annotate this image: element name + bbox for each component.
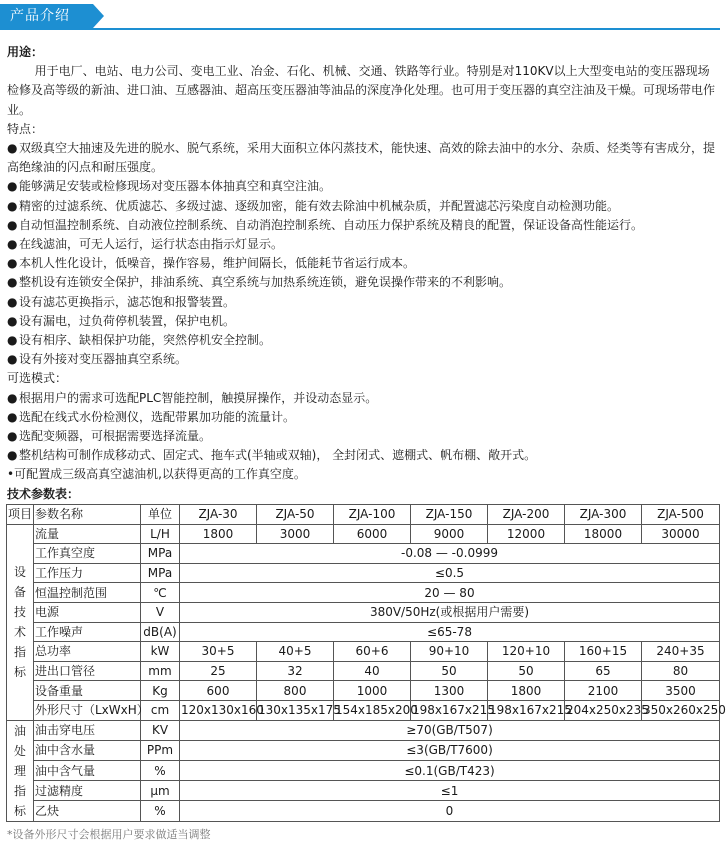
param-value: 3000 <box>257 524 334 544</box>
bullet-icon: ● <box>7 429 18 444</box>
table-row <box>7 801 720 821</box>
param-name: 油中含水量 <box>34 740 141 760</box>
table-row <box>7 524 720 544</box>
header-underline <box>0 28 720 30</box>
header-model: ZJA-500 <box>642 505 720 525</box>
param-name: 油中含气量 <box>34 760 141 780</box>
option-text: 选配变频器，可根据需要选择流量。 <box>19 429 212 444</box>
param-value: 600 <box>180 681 257 701</box>
param-unit: KV <box>141 720 180 740</box>
option-item <box>7 446 719 465</box>
bullet-icon: ● <box>7 217 18 232</box>
bullet-icon: ● <box>7 256 18 271</box>
option-item <box>7 427 719 446</box>
feature-text: 整机设有连锁安全保护，排油系统、真空系统与加热系统连锁，避免误操作带来的不利影响。 <box>19 275 512 290</box>
param-value: 80 <box>642 661 720 681</box>
feature-item <box>7 139 719 177</box>
bullet-icon: ● <box>7 352 18 367</box>
table-row <box>7 781 720 801</box>
header-model: ZJA-150 <box>411 505 488 525</box>
feature-text: 本机人性化设计，低噪音，操作容易，维护间隔长，低能耗节省运行成本。 <box>19 256 416 271</box>
bullet-icon: ● <box>7 141 18 156</box>
feature-text: 自动恒温控制系统、自动液位控制系统、自动消泡控制系统、自动压力保护系统及精良的配置，保证设备高性能运行。 <box>19 217 644 232</box>
feature-item <box>7 197 719 216</box>
feature-item <box>7 312 719 331</box>
table-row <box>7 583 720 603</box>
feature-text: 设有外接对变压器抽真空系统。 <box>19 352 188 367</box>
bullet-icon: ● <box>7 179 18 194</box>
feature-text: 设有漏电，过负荷停机装置，保护电机。 <box>19 313 236 328</box>
bullet-icon: ● <box>7 390 18 405</box>
feature-text: 能够满足安装或检修现场对变压器本体抽真空和真空注油。 <box>19 179 332 194</box>
param-value: 90+10 <box>411 642 488 662</box>
feature-text: 设有滤芯更换指示，滤芯饱和报警装置。 <box>19 294 236 309</box>
feature-text: 双级真空大抽速及先进的脱水、脱气系统，采用大面积立体闪蒸技术，能快速、高效的除去油中的水分、杂质、烃类等有害成分，提高绝缘油的闪点和耐压强度。 <box>7 141 716 175</box>
bullet-icon: ● <box>7 409 18 424</box>
param-value: 65 <box>565 661 642 681</box>
bullet-icon: ● <box>7 237 18 252</box>
header-param: 参数名称 <box>34 505 141 525</box>
param-value-span: 380V/50Hz(或根据用户需要) <box>180 602 720 622</box>
section-header <box>0 4 725 31</box>
param-name: 油击穿电压 <box>34 720 141 740</box>
option-item <box>7 408 719 427</box>
feature-text: 在线滤油，可无人运行，运行状态由指示灯显示。 <box>19 237 284 252</box>
param-unit: % <box>141 760 180 780</box>
param-value: 18000 <box>565 524 642 544</box>
param-value-span: 0 <box>180 801 720 821</box>
table-row <box>7 681 720 701</box>
specs-heading: 技术参数表： <box>7 486 80 501</box>
spec-table <box>6 504 726 822</box>
table-row <box>7 661 720 681</box>
param-value: 2100 <box>565 681 642 701</box>
bullet-icon: ● <box>7 275 18 290</box>
table-row <box>7 760 720 780</box>
feature-item <box>7 273 719 292</box>
header-model: ZJA-300 <box>565 505 642 525</box>
features-label: 特点： <box>7 121 44 136</box>
param-unit: L/H <box>141 524 180 544</box>
bullet-icon: ● <box>7 294 18 309</box>
param-value: 240+35 <box>642 642 720 662</box>
param-value: 204x250x235 <box>565 700 642 720</box>
feature-item <box>7 350 719 369</box>
param-value: 40+5 <box>257 642 334 662</box>
param-value-span: ≥70(GB/T507) <box>180 720 720 740</box>
option-text: 根据用户的需求可选配PLC智能控制，触摸屏操作，并设动态显示。 <box>19 390 378 405</box>
feature-item <box>7 331 719 350</box>
options-list <box>7 389 719 485</box>
usage-heading: 用途： <box>7 45 44 59</box>
group-label: 油处理指标 <box>7 720 34 821</box>
product-description <box>7 43 719 504</box>
param-value-span: ≤0.1(GB/T423) <box>180 760 720 780</box>
header-model: ZJA-30 <box>180 505 257 525</box>
header-model: ZJA-50 <box>257 505 334 525</box>
param-name: 总功率 <box>34 642 141 662</box>
table-row <box>7 544 720 564</box>
param-unit: ℃ <box>141 583 180 603</box>
table-row <box>7 602 720 622</box>
param-value-span: 20 — 80 <box>180 583 720 603</box>
param-unit: PPm <box>141 740 180 760</box>
table-row <box>7 720 720 740</box>
group-label: 设备技术指标 <box>7 524 34 720</box>
param-unit: Kg <box>141 681 180 701</box>
feature-item <box>7 254 719 273</box>
options-label: 可选模式： <box>7 371 68 386</box>
table-row <box>7 622 720 642</box>
param-value: 30000 <box>642 524 720 544</box>
table-row <box>7 700 720 720</box>
param-value-span: -0.08 — -0.0999 <box>180 544 720 564</box>
param-value: 198x167x215 <box>411 700 488 720</box>
param-value: 1000 <box>334 681 411 701</box>
param-value: 40 <box>334 661 411 681</box>
table-row <box>7 563 720 583</box>
param-name: 设备重量 <box>34 681 141 701</box>
param-unit: μm <box>141 781 180 801</box>
table-row <box>7 642 720 662</box>
feature-item <box>7 235 719 254</box>
header-tab-arrow <box>93 4 104 28</box>
param-value: 1300 <box>411 681 488 701</box>
param-value: 30+5 <box>180 642 257 662</box>
param-value: 198x167x215 <box>488 700 565 720</box>
param-unit: MPa <box>141 563 180 583</box>
option-item <box>7 465 719 484</box>
param-name: 进出口管径 <box>34 661 141 681</box>
param-name: 流量 <box>34 524 141 544</box>
param-unit: MPa <box>141 544 180 564</box>
param-value: 350x260x250 <box>642 700 720 720</box>
option-text: 选配在线式水份检测仪，选配带累加功能的流量计。 <box>19 409 296 424</box>
feature-item <box>7 293 719 312</box>
param-value: 25 <box>180 661 257 681</box>
features-list <box>7 139 719 369</box>
usage-text: 用于电厂、电站、电力公司、变电工业、冶金、石化、机械、交通、铁路等行业。特别是对110KV以上大型变电站的变压器现场检修及高等级的新油、进口油、互感器油、超高压变压器油等油品的深度净化处理。也可用于变压器的真空注油及干燥。可现场带电作业。 <box>7 64 716 117</box>
option-item <box>7 389 719 408</box>
table-header-row <box>7 505 720 525</box>
param-value-span: ≤65-78 <box>180 622 720 642</box>
bullet-icon: ● <box>7 198 18 213</box>
param-value: 60+6 <box>334 642 411 662</box>
param-value: 9000 <box>411 524 488 544</box>
param-name: 工作压力 <box>34 563 141 583</box>
header-unit: 单位 <box>141 505 180 525</box>
param-value: 800 <box>257 681 334 701</box>
bullet-icon: ● <box>7 333 18 348</box>
footnote: *设备外形尺寸会根据用户要求做适当调整 <box>7 828 211 841</box>
param-value: 12000 <box>488 524 565 544</box>
param-value: 6000 <box>334 524 411 544</box>
option-text: •可配置成三级高真空滤油机,以获得更高的工作真空度。 <box>7 467 306 482</box>
param-name: 过滤精度 <box>34 781 141 801</box>
param-name: 外形尺寸（LxWxH） <box>34 700 141 720</box>
param-value: 160+15 <box>565 642 642 662</box>
param-name: 恒温控制范围 <box>34 583 141 603</box>
param-value: 130x135x175 <box>257 700 334 720</box>
header-model: ZJA-100 <box>334 505 411 525</box>
feature-item <box>7 216 719 235</box>
feature-text: 设有相序、缺相保护功能，突然停机安全控制。 <box>19 333 272 348</box>
param-unit: % <box>141 801 180 821</box>
table-row <box>7 740 720 760</box>
param-unit: cm <box>141 700 180 720</box>
param-unit: mm <box>141 661 180 681</box>
param-value-span: ≤1 <box>180 781 720 801</box>
section-title: 产品介绍 <box>10 8 70 24</box>
param-value: 50 <box>488 661 565 681</box>
param-value: 120x130x160 <box>180 700 257 720</box>
param-value: 3500 <box>642 681 720 701</box>
param-value: 32 <box>257 661 334 681</box>
param-name: 工作噪声 <box>34 622 141 642</box>
param-value: 50 <box>411 661 488 681</box>
param-unit: kW <box>141 642 180 662</box>
param-value: 154x185x200 <box>334 700 411 720</box>
param-value: 1800 <box>180 524 257 544</box>
param-name: 工作真空度 <box>34 544 141 564</box>
header-item: 项目 <box>7 505 34 525</box>
param-value: 1800 <box>488 681 565 701</box>
bullet-icon: ● <box>7 313 18 328</box>
feature-item <box>7 177 719 196</box>
bullet-icon: ● <box>7 448 18 463</box>
feature-text: 精密的过滤系统、优质滤芯、多级过滤、逐级加密，能有效去除油中机械杂质，并配置滤芯污染度自动检测功能。 <box>19 198 620 213</box>
param-name: 乙炔 <box>34 801 141 821</box>
option-text: 整机结构可制作成移动式、固定式、拖车式(半轴或双轴)， 全封闭式、遮棚式、帆布棚、敞开式。 <box>19 448 537 463</box>
header-model: ZJA-200 <box>488 505 565 525</box>
param-value: 120+10 <box>488 642 565 662</box>
param-name: 电源 <box>34 602 141 622</box>
param-unit: dB(A) <box>141 622 180 642</box>
param-value-span: ≤3(GB/T7600) <box>180 740 720 760</box>
param-value-span: ≤0.5 <box>180 563 720 583</box>
param-unit: V <box>141 602 180 622</box>
